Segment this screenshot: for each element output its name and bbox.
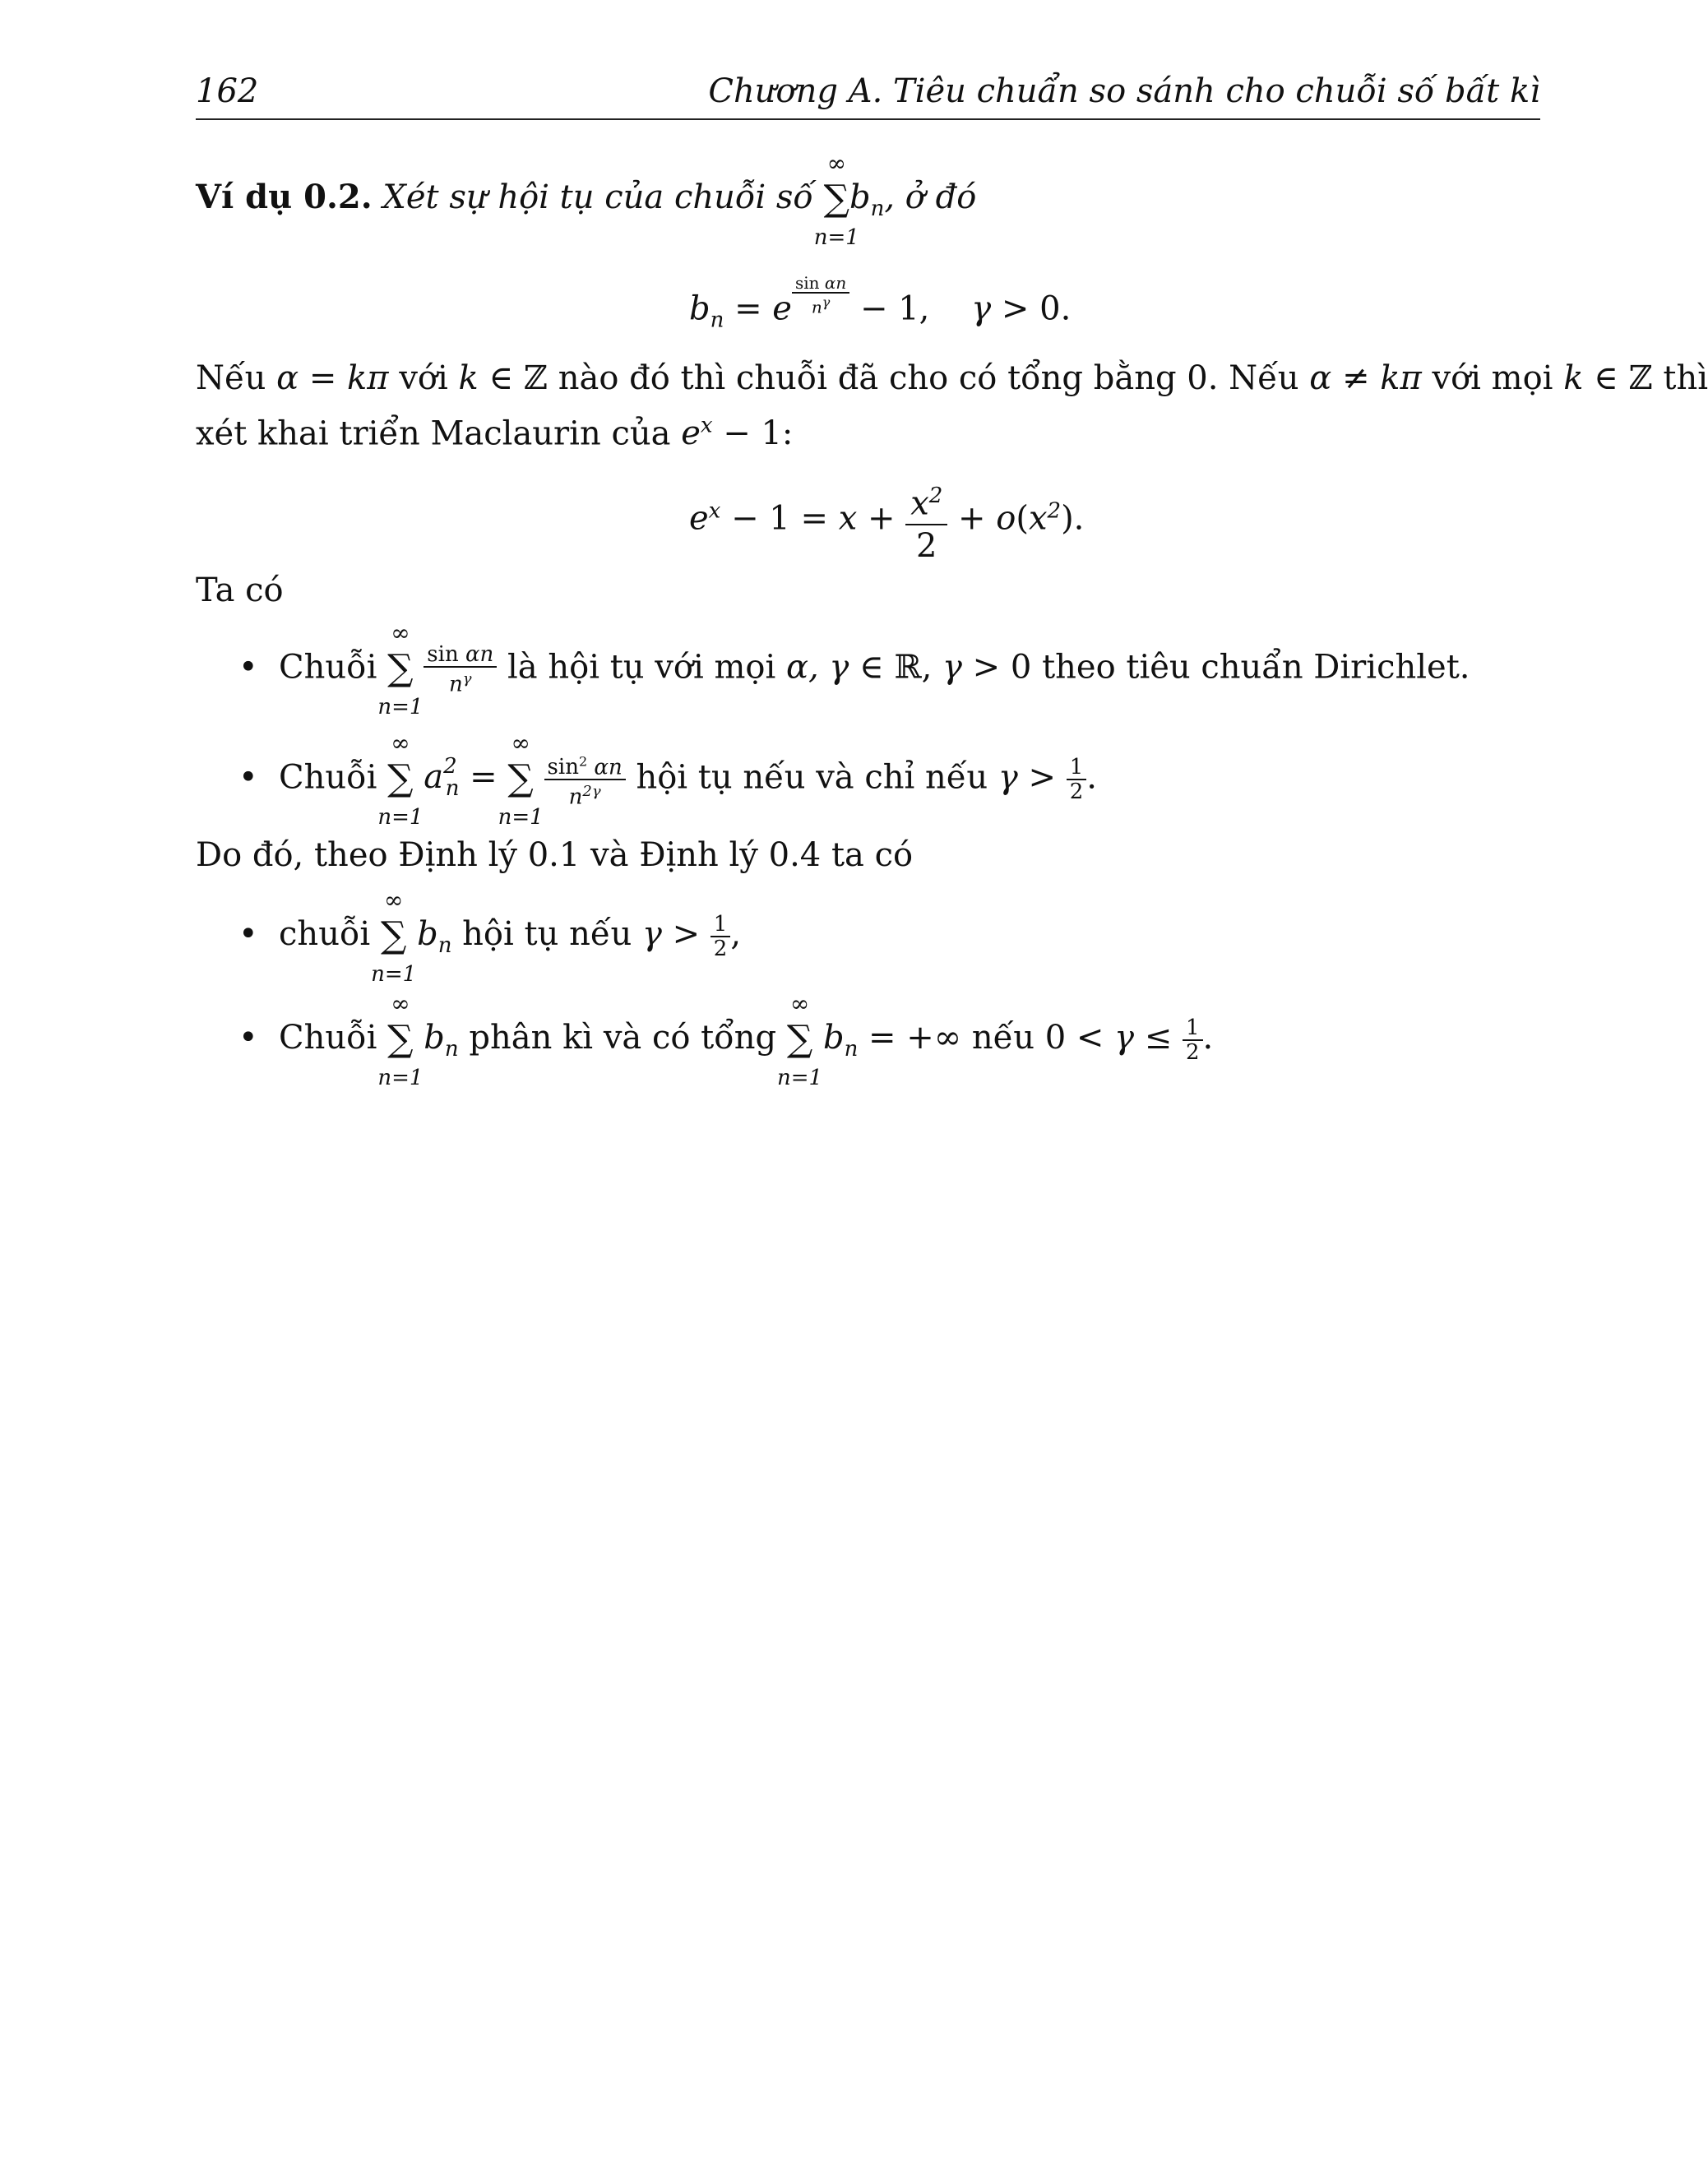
paragraph-1-line-2: xét khai triển Maclaurin của $e^x - 1$: [196,414,794,453]
p2-text-a: xét khai triển Maclaurin của [196,414,671,453]
p1-text-c: nào đó thì chuỗi đã cho có tổng bằng [558,359,1177,397]
example-label: Ví dụ 0.2. [196,178,373,216]
p1-text-a: Nếu [196,359,266,397]
sum-symbol: ∞ ∑ n=1 [377,990,424,1090]
sum-symbol: ∞ ∑ n=1 [377,729,424,830]
sum-symbol: ∞ ∑ n=1 [498,729,544,830]
bullet-2-text-a: Chuỗi [279,758,377,797]
example-suffix: , ở đó [884,178,977,216]
p1-text-d: . Nếu [1207,359,1299,397]
sum-symbol: ∞ ∑ n=1 [813,150,859,250]
bullet-2-text-b: hội tụ nếu và chỉ nếu [636,758,988,797]
example-statement: Ví dụ 0.2. Xét sự hội tụ của chuỗi số ∞ ∑ n=1 $b_n$, ở đó [196,150,977,250]
header-rule [196,118,1540,120]
bullet-3-text-b: hội tụ nếu [462,915,632,953]
formula-bn: $b_n = e$ $^{\frac{\text{sin αn}}{n^\gamma}}$ − 1, γ > 0. [689,273,1072,333]
bullet-4: • Chuỗi ∞ ∑ n=1 $b_n$ phân kì và có tổng ∞ ∑ n=1 $b_n$ = +∞ nếu 0 < γ ≤ $\frac{1}{2}$ . [238,990,1214,1090]
bullet-3-text-a: chuỗi [279,915,371,953]
bullet-1-text-c: theo tiêu chuẩn Dirichlet. [1042,648,1470,687]
bullet-4-text-c: nếu [971,1019,1035,1057]
chapter-title: Chương A. Tiêu chuẩn so sánh cho chuỗi số bất kì [708,72,1540,110]
bullet-3: • chuỗi ∞ ∑ n=1 $b_n$ hội tụ nếu γ > $\frac{1}{2}$ , [238,886,742,987]
ta-co: Ta có [196,571,284,609]
bullet-1: • Chuỗi ∞ ∑ n=1 $\frac{\text{sin αn}}{n^\gamma}$ là hội tụ với mọi α, γ ∈ ℝ, γ > 0 theo tiêu chuẩn Dirichlet. [238,619,1470,720]
p1-text-e: với mọi [1432,359,1553,397]
p1-text-f: thì [1663,359,1708,397]
bullet-1-text-b: là hội tụ với mọi [507,648,776,687]
bullet-1-text-a: Chuỗi [279,648,377,687]
bullet-4-text-a: Chuỗi [279,1019,377,1057]
bullet-2: • Chuỗi ∞ ∑ n=1 $a^2_n$ = ∞ ∑ n=1 $\frac{\sin^2 \alpha n}{n^{2\gamma}}$ hội tụ nếu và chỉ nếu γ > $\frac{1}{2}$ . [238,729,1097,830]
page-number: 162 [196,72,259,110]
example-prefix: Xét sự hội tụ của chuỗi số [382,178,813,216]
p1-text-b: với [399,359,448,397]
do-do: Do đó, theo Định lý 0.1 và Định lý 0.4 ta có [196,836,914,874]
paragraph-1-line-1: Nếu α = kπ với k ∈ ℤ nào đó thì chuỗi đã cho có tổng bằng 0. Nếu α ≠ kπ với mọi k ∈ ℤ thì [196,359,1708,397]
sum-symbol: ∞ ∑ n=1 [371,886,417,987]
formula-maclaurin: $e^x - 1 = x$ + $\frac{x^2}{2}$ + $o(x^2)$. [689,475,1084,567]
sum-symbol: ∞ ∑ n=1 [776,990,823,1090]
bullet-4-text-b: phân kì và có tổng [469,1019,777,1057]
sum-symbol: ∞ ∑ n=1 [377,619,424,720]
